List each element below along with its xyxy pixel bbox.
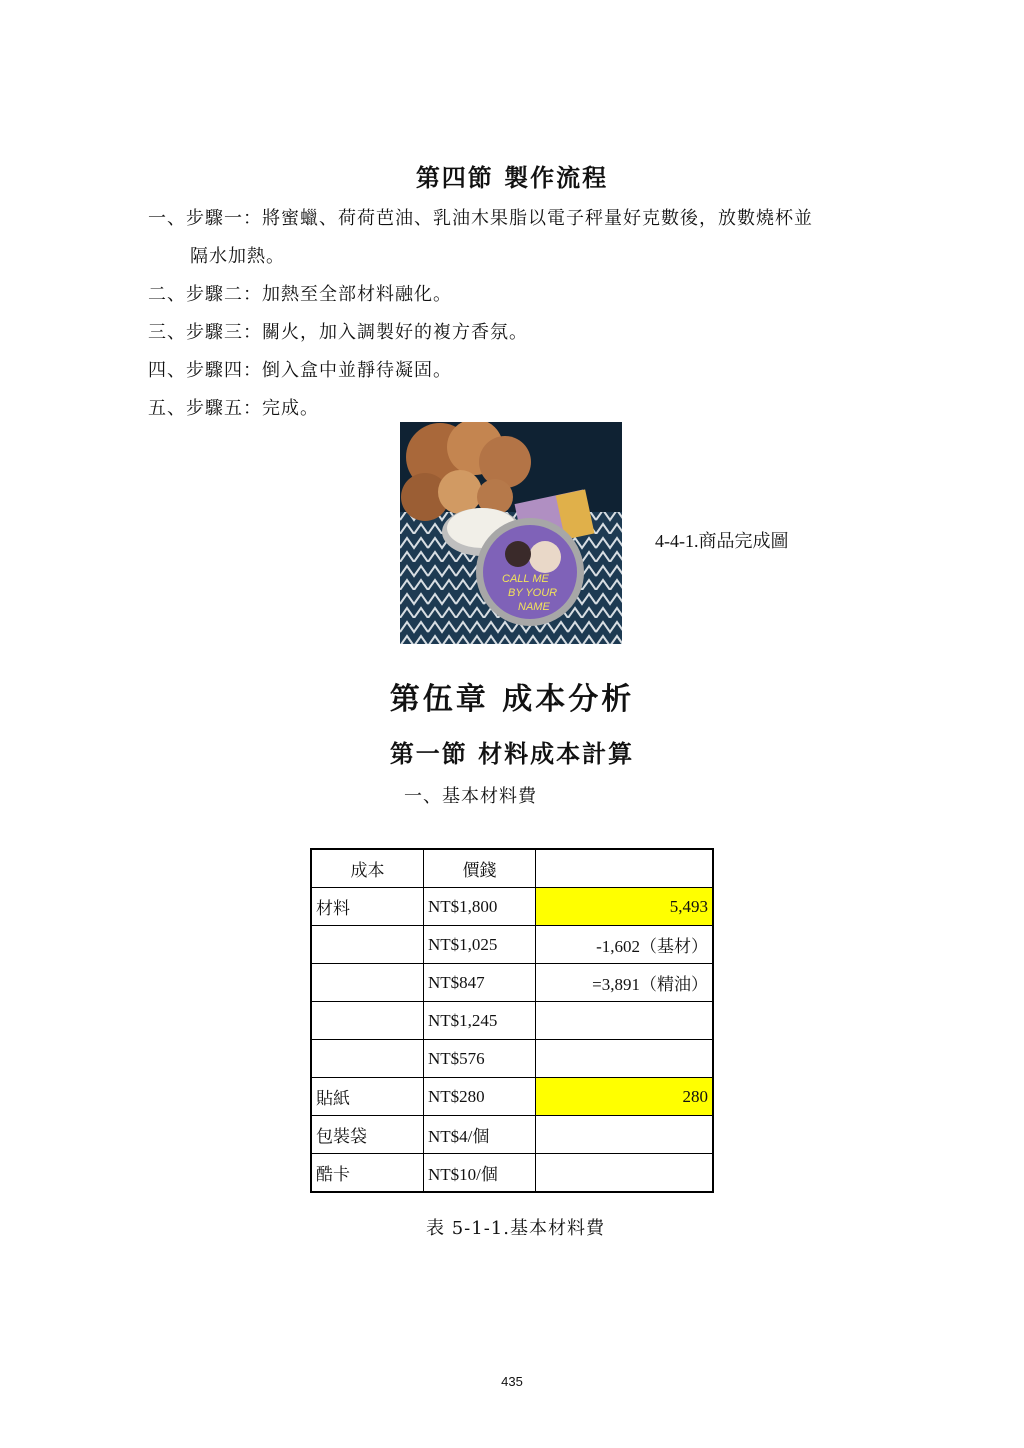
step-1-continuation: 隔水加熱。: [190, 246, 285, 267]
table-row: [311, 1040, 713, 1078]
product-photo: [400, 422, 622, 644]
table-cell-highlighted: 5,493: [536, 888, 714, 926]
table-row: [311, 1116, 713, 1154]
table-cell: -1,602（基材）: [536, 926, 714, 964]
table-cell: [536, 1002, 714, 1040]
table-header-row: [311, 849, 713, 888]
table-cell-highlighted: 280: [536, 1078, 714, 1116]
table-cell: =3,891（精油）: [536, 964, 714, 1002]
page-number: 435: [501, 1374, 523, 1389]
step-4: 四、步驟四：倒入盒中並靜待凝固。: [148, 360, 452, 381]
section-title: 第四節 製作流程: [415, 163, 609, 192]
subheading: 一、基本材料費: [404, 786, 537, 807]
table-caption: 表 5-1-1.基本材料費: [426, 1218, 605, 1239]
table-cell: NT$280: [424, 1078, 536, 1116]
table-cell: [536, 1154, 714, 1193]
table-row: [311, 1078, 713, 1116]
table-cell: NT$10/個: [424, 1154, 536, 1193]
table-cell: NT$1,800: [424, 888, 536, 926]
step-1: 一、步驟一：將蜜蠟、荷荷芭油、乳油木果脂以電子秤量好克數後，放數燒杯並: [148, 208, 813, 229]
table-cell: NT$1,025: [424, 926, 536, 964]
table-cell: [311, 926, 424, 964]
table-cell: NT$576: [424, 1040, 536, 1078]
table-cell: [536, 1116, 714, 1154]
table-cell: [311, 964, 424, 1002]
tin-label-line-1: CALL ME: [502, 573, 549, 585]
step-2: 二、步驟二：加熱至全部材料融化。: [148, 284, 452, 305]
tin-label-line-3: NAME: [518, 601, 550, 613]
table-cell: 貼紙: [311, 1078, 424, 1116]
table-cell: NT$847: [424, 964, 536, 1002]
tin-label-line-2: BY YOUR: [508, 587, 558, 599]
table-cell: NT$4/個: [424, 1116, 536, 1154]
table-cell: NT$1,245: [424, 1002, 536, 1040]
table-row: [311, 888, 713, 926]
table-cell: 酷卡: [311, 1154, 424, 1193]
header-cell: [536, 849, 714, 888]
table-cell: 包裝袋: [311, 1116, 424, 1154]
header-cell: 成本: [311, 849, 424, 888]
table-cell: [536, 1040, 714, 1078]
table-row: [311, 1002, 713, 1040]
step-3: 三、步驟三：關火，加入調製好的複方香氛。: [148, 322, 528, 343]
chapter-title: 第伍章 成本分析: [389, 682, 635, 717]
step-5: 五、步驟五：完成。: [148, 398, 319, 419]
table-row: [311, 964, 713, 1002]
table-row: [311, 926, 713, 964]
subsection-title: 第一節 材料成本計算: [389, 739, 635, 768]
table-cell: [311, 1040, 424, 1078]
table-cell: 材料: [311, 888, 424, 926]
table-cell: [311, 1002, 424, 1040]
header-cell: 價錢: [424, 849, 536, 888]
figure-caption: 4-4-1.商品完成圖: [655, 531, 789, 551]
table-row: [311, 1154, 713, 1193]
cost-table: [310, 848, 714, 1193]
